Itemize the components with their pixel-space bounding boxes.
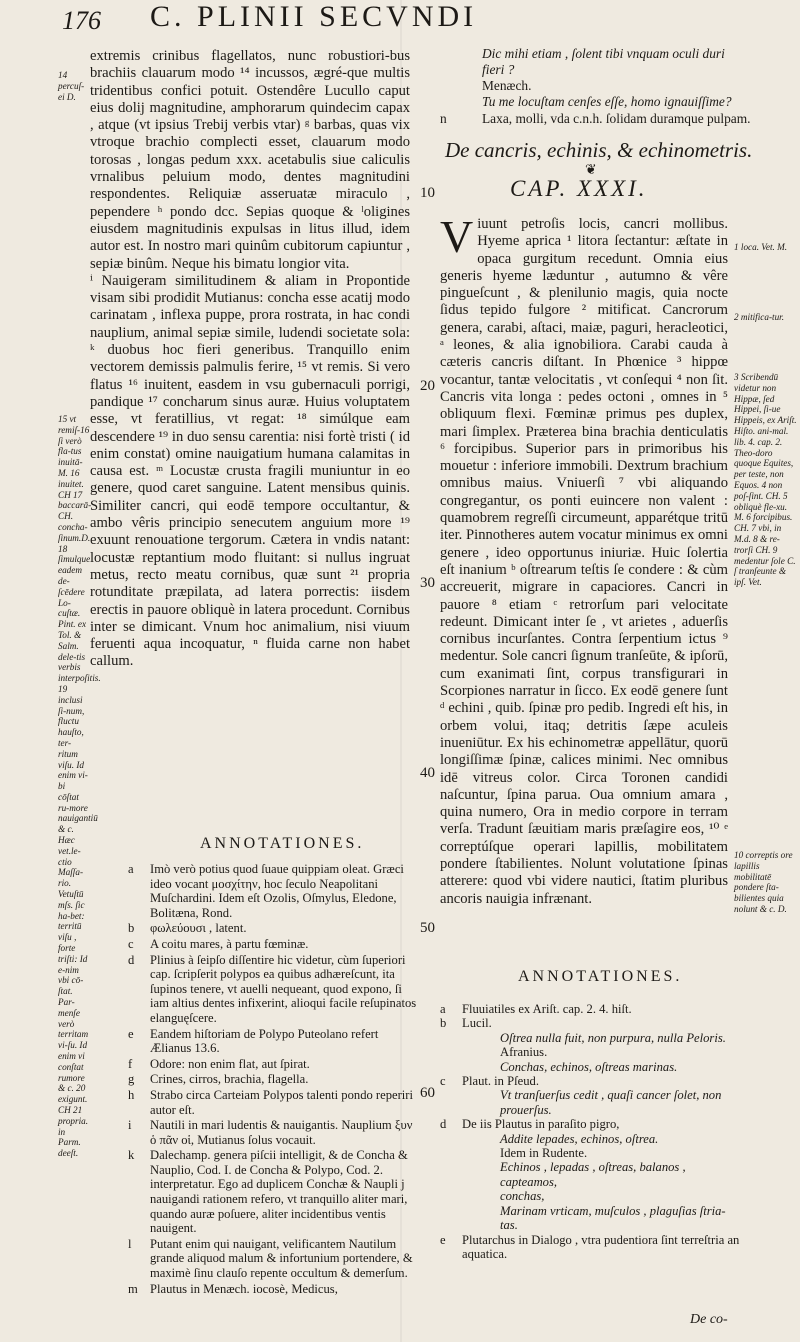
ornament-icon: ❦	[585, 163, 597, 178]
annotation-item: h Strabo circa Carteiam Polypos talenti pondo reperiri autor eſt.	[128, 1087, 413, 1117]
line-number: 10	[420, 185, 435, 201]
annotation-item: a Fluuiatiles ex Ariſt. cap. 2. 4. hiſt.	[440, 1002, 632, 1016]
drop-cap: V	[440, 211, 474, 262]
annotation-quote: prouerſus.	[500, 1102, 552, 1117]
section-title: De cancris, echinis, & echinometris.	[445, 138, 753, 162]
annotation-item: d De iis Plautus in paraſito pigro,	[440, 1117, 620, 1132]
chapter-body: iuunt petroſis locis, cancri mollibus. Hyeme aprica ¹ litora ſectantur: æſtate in opaca gurgitum recedunt. Omnia eius generis hyeme læduntur , autumno & vêre pingueſcunt , & plenilunio magis, quia nocte ſidus tepido fulgore ² mitificat. Cancrorum genera, carabi, aſtaci, maiæ, paguri, heracleotici, ᵃ leones, & alia ignobiliora. Carabi cauda à cæteris cancris diſtant. In Phœnice ³ hippœ vocantur, tantæ velocitatis , vt conſequi ⁴ non ſit. Cancris vita longa : pedes octoni , omnes in ⁵ obliquum flexi. Fœminæ primus pes duplex, mari ſimplex. Præterea bina brachia denticulatis ⁶ forcipibus. Superior pars in primoribus his mouetur : inferiore immobili. Dextrum brachium omnibus maius. Vniuerſi ⁷ vbi aliquando congregantur, os ponti euincere non valent : quamobrem regreſſi circumeunt, apparétque tritū iter. Pinnotheres autem vocatur minimus ex omni genere , ideo opportunus iniuriæ. Huic ſolertia eſt inanium ᵇ oſtrearum teſtis ſe condere : & cùm accreuerit, migrare in capaciores. Cancri in pauore ⁸ etiam ᶜ retrorſum pari velocitate redeunt. Dimicant inter ſe , vt arietes , aduerſis cornibus incurſantes. Contra ſerpentium ictus ⁹ medentur. Sole cancri ſignum tranſeūte, & ipſorū, cum exanimati ſint, corpus transfigurari in Scorpiones narratur in ſicco. Ex eodē genere ſunt ᵈ echini , quib. ſpinæ pro pedib. Ingredi eſt his, in orbem volui, itaq; detritis ſæpe aculeis inueniūtur. Ex his echinometræ appellātur, quorū longiſſimæ ſpinæ, calices minimi. Nec omnibus idē vitreus color. Circa Toronen candidi naſcuntur, ſpina parua. Oua omnium amara , quina numero, Ora in medio corpore in terram verſa. Tradunt ſæuitiam maris præſagire eos, ¹⁰ ᵉ correptúſque operari lapillis, mobilitatem pondere ſtabilientes. Nolunt volutatione ſpinas atterere: quod vbi videre nautici, ſtatim pluribus ancoris nauigia infrænant.	[440, 216, 728, 907]
line-number: 40	[420, 765, 435, 781]
annotations-list	[440, 1002, 740, 1261]
line-number: 60	[420, 1085, 435, 1101]
annotation-item: f Odore: non enim flat, aut ſpirat.	[128, 1056, 310, 1071]
quote-line: Menæch.	[482, 78, 532, 93]
annotation-n: n Laxa, molli, vda c.n.h. ſolidam duramque pulpam.	[440, 111, 751, 126]
annotation-quote: conchas,	[500, 1189, 545, 1204]
margin-note: 14 percuſ-ei D.	[58, 70, 85, 102]
left-main-text	[90, 48, 410, 671]
annotation-quote: Idem in Rudente.	[500, 1146, 588, 1161]
page-number: 176	[62, 6, 101, 35]
annotations-list	[128, 862, 418, 1297]
margin-note: 10 correptis ore lapillis mobilitatē pondere ſta-bilientes quia nolunt & c. D.	[734, 850, 793, 914]
annotation-item: e Plutarchus in Dialogo , vtra pudentiora ſint terreſtria an aquatica.	[440, 1232, 740, 1261]
right-main-text	[440, 211, 728, 908]
annotations-heading: ANNOTATIONES.	[518, 968, 683, 985]
annotation-item: b φωλεύουσι , latent.	[128, 921, 247, 936]
margin-note: 1 loca. Vet. M.	[734, 242, 788, 252]
annotation-item: g Crines, cirros, brachia, flagella.	[128, 1072, 309, 1087]
annotation-quote: Marinam vrticam, muſculos , plaguſias ſtria-	[500, 1203, 726, 1218]
annotation-item: d Plinius à ſeipſo diſſentire hic videtur, cùm ſuperiori cap. ſcripſerit polypos ea quibus adhæreſcunt, ita ſupinos tenere, vt auelli nequeant, quod expono, ſi iam altius dentes infixerint, alioqui facile reſupinatos elanguęſcere.	[128, 952, 417, 1025]
annotations-heading: ANNOTATIONES.	[200, 835, 365, 852]
annotation-quote: tas.	[500, 1218, 518, 1233]
annotation-item: i Nautili in mari ludentis & nauigantis. Nauplium ξυν ὁ πᾶν οἱ, Mutianus ſolus vocauit.	[128, 1118, 413, 1147]
quote-line: Dic mihi etiam , ſolent tibi vnquam oculi duri	[482, 46, 725, 61]
annotation-item: k Dalechamp. genera piſcii intelligit, & de Concha & Nauplio, Cod. I. de Concha & Polypo, Cod. 2. interpretatur. Ego ad duplicem Conchæ & Naupli j nauigandi rationem refero, vt tranquillo aliter mari, quando auræ poſuere, aliter incidentibus ventis nauigent.	[128, 1148, 408, 1236]
quote-line: fieri ?	[482, 62, 515, 77]
quote-line: Tu me locuſtam cenſes eſſe, homo ignauiſſime?	[482, 94, 732, 109]
annotation-item: c Plaut. in Pſeud.	[440, 1074, 539, 1089]
annotation-quote: Oſtrea nulla fuit, non purpura, nulla Peloris.	[500, 1030, 726, 1045]
running-head: C. PLINII SECVNDI	[150, 0, 478, 33]
paragraph: ⁱ Nauigeram similitudinem & aliam in Propontide visam sibi prodidit Mutianus: concha esse acatij modo carinatam , inflexa puppe, prora rostrata, in hac condi nauplium, animal sepiæ simile, ludendi societate sola: ᵏ duobus hoc fieri generibus. Tranquillo enim vectorem demissis palmulis ferire, ¹⁵ vt remis. Si vero flatus ¹⁶ inuitent, easdem in vsu gubernaculi porrigi, pandique ¹⁷ concharum sinus auræ. Huius voluptatem esse, vt feratillius, vt regat: ¹⁸ simúlque eam descendere ¹⁹ in duo sensu carentia: nisi fortè tristi ( id enim constat) omine nauigatium humana calamitas in causa est. ᵐ Locustæ crusta fragili muniuntur in eo genere, quod caret sanguine. Latent mensibus quinis. Similiter cancri, qui eodē tempore occultantur, & ambo vêris principio senecutem anguium more ¹⁹ exuunt renouatione tergorum. Cætera in vndis natant: locustæ reptantium modo fluitant: si nullus ingruat metus, recto meatu cornibus, quæ sunt ²¹ propria rotunditate præpilata, ad latera porrectis: iisdem erectis in pauore obliquè in latera procedunt. Cornibus inter se dimicant. Vnum hoc animalium, nisi viuum feruenti aqua incoquatur, ⁿ fluida carne non habet callum.	[90, 272, 410, 670]
margin-note-block: 15 vt remiſ-16 ſi verò fla-tus inuitā-M. 16 inuitet. CH 17 baccarā-CH. concha-ſinum.D. 18 ſimulque eadem de-ſcēdere Lo-cuſtæ. Pint. ex Tol. & Salm. dele-tis verbis interpoſitis. 19 inclusi ſi-num, fluctu hauſto, ter-ritum viſu. Id enim vi-bi cōſtat ru-more nauigantiū & c. Hæc vet.le-ctio Maſſa-rio. Vetuſtū mſs. ſic ha-bet: territū viſu , forte triſti: Id e-nim vbi cō-ſtat. Par-menſe verò territam vi-ſu. Id enim vi conſtat rumore & c. 20 exigunt. CH 21 propria. in Parm. deeſt.	[58, 414, 101, 1159]
line-number: 30	[420, 575, 435, 591]
annotation-quote: Afranius.	[500, 1045, 548, 1060]
paragraph: extremis crinibus flagellatos, nunc robustiori-bus brachiis clauarum modo ¹⁴ incussos, ægré-que multis tridentibus confici potuit. Ostendêre Lucullo caput eius dolij magnitudine, amphorarum quindecim capax , atque (vt ipsius Trebij verbis vtar) ᵍ barbas, quas vix vtroque brachio complecti esset, clauarum modo torosas , longas pedum xxx. acetabulis siue caliculis vrnalibus peluium modo, dentes magnitudini respondentes. Reliquiæ asseruatæ miraculo , pependere ʰ pondo dcc. Sepias quoque & ˡoligines eiusdem magnitudinis expulsas in litus illud, idem autor est. In nostro mari quinûm cubitorum capiuntur , sepiæ binûm. Neque his bimatu longior vita.	[90, 48, 410, 272]
catchword: De co-	[690, 1312, 728, 1327]
top-quote	[482, 46, 742, 110]
annotation-quote: Conchas, echinos, oſtreas marinas.	[500, 1059, 678, 1074]
margin-note: 3 Scribendū videtur non Hippæ, ſed Hippei, ſi-ue Hippeis, ex Ariſt. Hiſto. ani-mal. lib. 4. cap. 2. Theo-doro quoque Equites, per teste, non Equos. 4 non poſ-ſint. CH. 5 obliquè fle-xu. M. 6 forcipibus. CH. 7 vbi, in M.d. 8 & re-trorſi CH. 9 medentur ſole C. ſ tranſeunte & ipſ. Vet.	[734, 372, 797, 588]
annotation-item: b Lucil.	[440, 1016, 492, 1031]
chapter-title: CAP. XXXI.	[510, 176, 648, 201]
annotation-quote: Vt tranſuerſus cedit , quaſi cancer ſolet, non	[500, 1088, 722, 1103]
margin-note: 2 mitifica-tur.	[734, 312, 785, 322]
annotation-quote: Addite lepades, echinos, oſtrea.	[500, 1131, 659, 1146]
annotation-item: l Putant enim qui nauigant, velificantem Nautilum grande aliquod malum & infortunium portendere, & maximè ſinu clauſo repente occultum & demerſum.	[128, 1236, 413, 1281]
line-number: 50	[420, 920, 435, 936]
annotation-item: a Imò verò potius quod ſuaue quippiam oleat. Græci ideo vocant μοσχίτην, hoc ſeculo Neapolitani Muſchardini. Idem eſt Ozolis, Oſmylus, Eledone, Bolitæna, Rond.	[128, 862, 404, 920]
line-number: 20	[420, 378, 435, 394]
annotation-item: c A coitu mares, à partu fœminæ.	[128, 936, 309, 951]
annotation-quote: Echinos , lepadas , oſtreas, balanos , capteamos,	[500, 1160, 686, 1189]
annotation-item: e Eandem hiſtoriam de Polypo Puteolano refert Ælianus 13.6.	[128, 1026, 379, 1056]
annotation-item: m Plautus in Menæch. iocosè, Medicus,	[128, 1281, 338, 1296]
